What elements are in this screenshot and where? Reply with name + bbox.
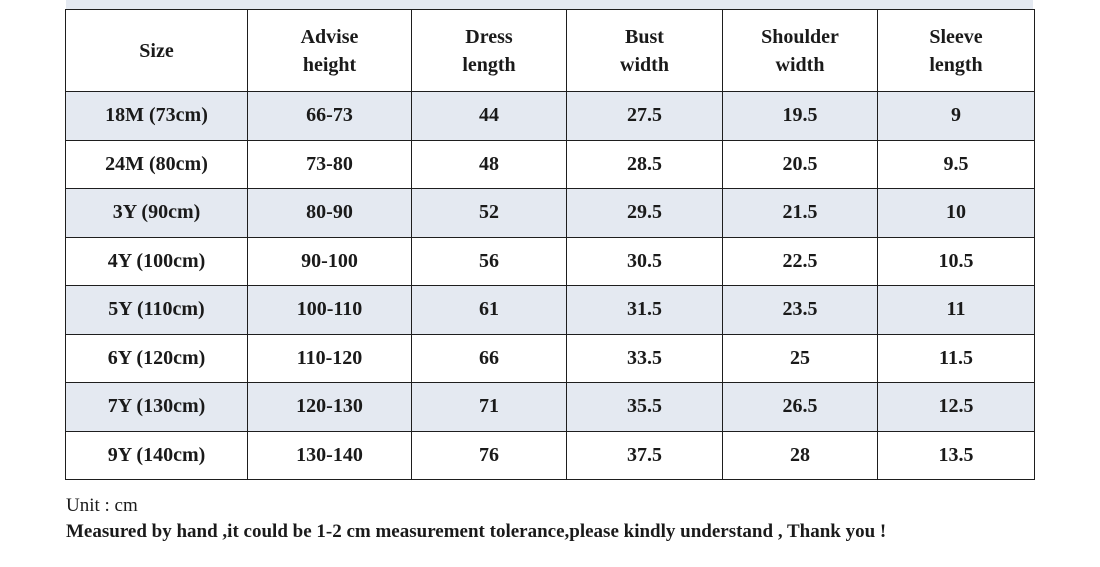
cell-dress-length: 61 [412,286,567,335]
table-row [66,431,1035,480]
cell-sleeve-length: 9.5 [878,140,1035,189]
cell-dress-length: 56 [412,237,567,286]
table-row [66,237,1035,286]
table-row [66,383,1035,432]
cell-dress-length: 66 [412,334,567,383]
cell-sleeve-length: 11.5 [878,334,1035,383]
cell-bust-width: 35.5 [567,383,723,432]
cell-size: 24M (80cm) [66,140,248,189]
size-chart-table [65,9,1035,480]
cell-advise-height: 66-73 [248,92,412,141]
cell-advise-height: 100-110 [248,286,412,335]
cell-size: 9Y (140cm) [66,431,248,480]
cell-bust-width: 30.5 [567,237,723,286]
table-row [66,189,1035,238]
cell-shoulder-width: 26.5 [723,383,878,432]
top-strip [66,0,1033,9]
cell-advise-height: 80-90 [248,189,412,238]
header-dress-length: Dress length [412,10,567,92]
header-size: Size [66,10,248,92]
header-advise-height: Advise height [248,10,412,92]
cell-advise-height: 120-130 [248,383,412,432]
table-row [66,286,1035,335]
cell-advise-height: 73-80 [248,140,412,189]
cell-size: 6Y (120cm) [66,334,248,383]
cell-bust-width: 31.5 [567,286,723,335]
header-sleeve-length: Sleeve length [878,10,1035,92]
table-header-row [66,10,1035,92]
cell-advise-height: 90-100 [248,237,412,286]
header-shoulder-width: Shoulder width [723,10,878,92]
cell-bust-width: 37.5 [567,431,723,480]
cell-bust-width: 27.5 [567,92,723,141]
table-row [66,140,1035,189]
cell-shoulder-width: 20.5 [723,140,878,189]
cell-dress-length: 48 [412,140,567,189]
cell-sleeve-length: 11 [878,286,1035,335]
cell-shoulder-width: 23.5 [723,286,878,335]
cell-sleeve-length: 13.5 [878,431,1035,480]
cell-advise-height: 130-140 [248,431,412,480]
cell-size: 3Y (90cm) [66,189,248,238]
unit-note: Unit : cm [66,495,138,516]
cell-shoulder-width: 19.5 [723,92,878,141]
cell-sleeve-length: 10.5 [878,237,1035,286]
table-row [66,92,1035,141]
cell-sleeve-length: 12.5 [878,383,1035,432]
cell-sleeve-length: 10 [878,189,1035,238]
cell-size: 4Y (100cm) [66,237,248,286]
cell-sleeve-length: 9 [878,92,1035,141]
cell-advise-height: 110-120 [248,334,412,383]
cell-shoulder-width: 22.5 [723,237,878,286]
cell-shoulder-width: 28 [723,431,878,480]
cell-dress-length: 44 [412,92,567,141]
cell-dress-length: 71 [412,383,567,432]
cell-bust-width: 28.5 [567,140,723,189]
cell-size: 7Y (130cm) [66,383,248,432]
table-row [66,334,1035,383]
cell-shoulder-width: 21.5 [723,189,878,238]
cell-shoulder-width: 25 [723,334,878,383]
cell-dress-length: 76 [412,431,567,480]
tolerance-note: Measured by hand ,it could be 1-2 cm measurement tolerance,please kindly understand , Thank you ! [66,521,887,542]
cell-bust-width: 33.5 [567,334,723,383]
notes-block [66,493,886,545]
header-bust-width: Bust width [567,10,723,92]
cell-bust-width: 29.5 [567,189,723,238]
cell-dress-length: 52 [412,189,567,238]
cell-size: 18M (73cm) [66,92,248,141]
cell-size: 5Y (110cm) [66,286,248,335]
